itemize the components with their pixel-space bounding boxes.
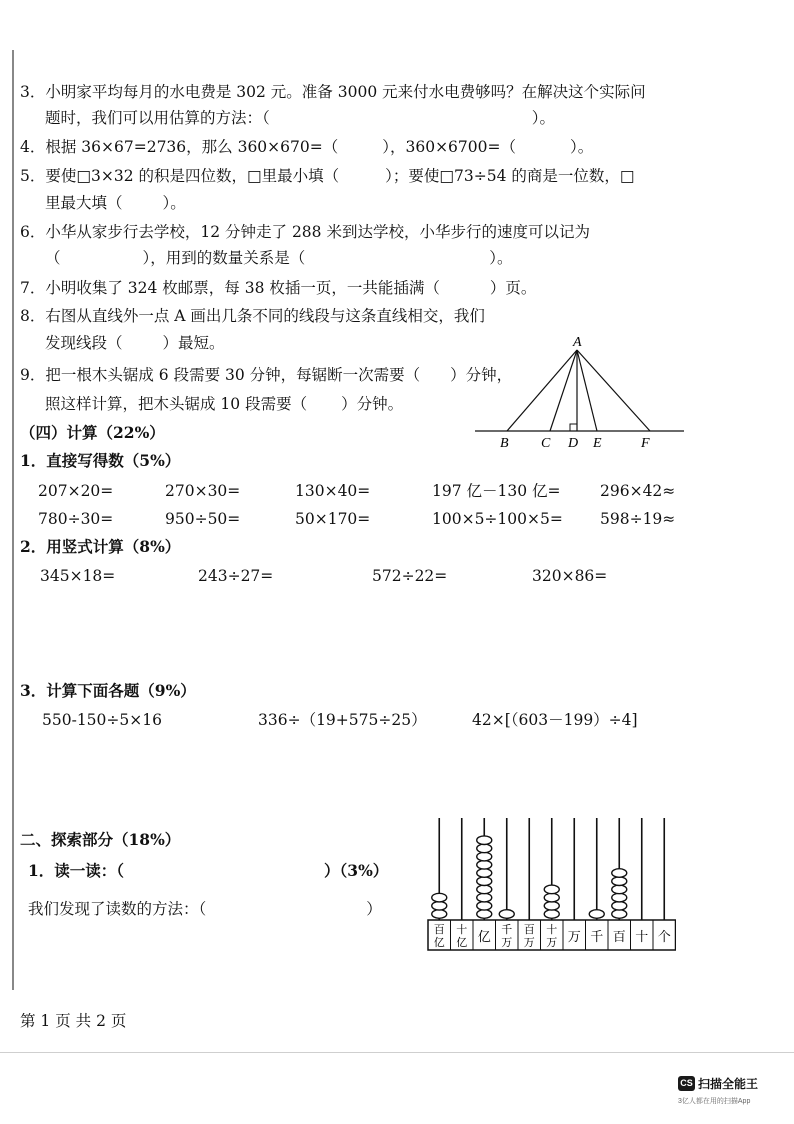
question-4-part-3: ）。 — [570, 138, 594, 156]
scanner-logo — [678, 1075, 758, 1093]
abacus-bead — [612, 877, 627, 886]
abacus-label: 万 — [523, 936, 535, 949]
abacus-label: 万 — [567, 930, 581, 945]
question-6-part-2: ），用到的数量关系是（ — [142, 249, 306, 267]
abacus-bead — [477, 877, 492, 886]
abacus-bead — [589, 910, 604, 919]
section-4-title: （四）计算（22%） — [20, 423, 165, 442]
question-3-line-1: 3．小明家平均每月的水电费是 302 元。准备 3000 元来付水电费够吗？在解决这个实际问 — [20, 83, 646, 101]
question-8-line-1: 8．右图从直线外一点 A 画出几条不同的线段与这条直线相交，我们 — [20, 307, 485, 325]
abacus-bead — [612, 869, 627, 878]
oral-calc-4: 197 亿－130 亿= — [432, 482, 561, 500]
abacus-label: 亿 — [477, 930, 491, 945]
read-method-end: ） — [366, 900, 382, 918]
oral-calc-8: 50×170= — [295, 510, 371, 528]
segment-af — [577, 350, 650, 431]
abacus-bead — [477, 852, 492, 861]
abacus-bead — [477, 902, 492, 911]
label-f: F — [641, 436, 650, 451]
vertical-calc-1: 345×18= — [40, 567, 116, 585]
scanner-logo-tagline: 3亿人都在用的扫描App — [678, 1098, 751, 1105]
question-8-part-2: ）最短。 — [162, 334, 225, 352]
question-5-part-3: 里最大填（ — [45, 194, 123, 212]
question-3-end: ）。 — [531, 109, 556, 127]
abacus-label: 亿 — [456, 936, 468, 949]
abacus-bead — [612, 885, 627, 894]
question-3-text: 题时，我们可以用估算的方法：（ — [45, 109, 270, 127]
abacus-bead — [544, 893, 559, 902]
mixed-calc-1: 550-150÷5×16 — [42, 711, 162, 729]
question-9-part-4: ）分钟。 — [341, 395, 404, 413]
abacus-bead — [544, 902, 559, 911]
scanner-logo-icon: CS — [678, 1076, 695, 1091]
perpendicular-diagram — [470, 330, 690, 455]
abacus-label: 百 — [433, 923, 445, 936]
page-number: 第 1 页 共 2 页 — [20, 1012, 127, 1030]
section-2-title: 二、探索部分（18%） — [20, 830, 181, 849]
mixed-calc-2: 336÷（19+575÷25） — [258, 711, 427, 729]
question-8-part-1: 发现线段（ — [45, 334, 123, 352]
question-5-part-2: ）；要使□73÷54 的商是一位数，□ — [385, 167, 635, 185]
oral-calc-1: 207×20= — [38, 482, 114, 500]
question-5-part-1: 5．要使□3×32 的积是四位数，□里最小填（ — [20, 167, 340, 185]
abacus-label: 万 — [501, 936, 513, 949]
abacus-label: 千 — [501, 923, 513, 936]
abacus-bead — [477, 861, 492, 870]
read-question — [28, 861, 388, 881]
question-4 — [20, 137, 593, 157]
abacus-bead — [477, 885, 492, 894]
question-7 — [20, 278, 536, 298]
abacus-label: 万 — [546, 936, 558, 949]
read-question-end: ）（3%） — [324, 861, 389, 880]
vertical-calc-4: 320×86= — [532, 567, 608, 585]
mixed-calc-3: 42×[（603－199）÷4] — [472, 711, 638, 729]
question-9-line-1 — [20, 365, 512, 385]
vertical-calc-3: 572÷22= — [372, 567, 448, 585]
abacus-bead — [612, 902, 627, 911]
segment-ae — [577, 350, 597, 431]
section-4-sub3-title: 3．计算下面各题（9%） — [20, 681, 196, 700]
abacus-label: 十 — [635, 930, 649, 945]
segment-ac — [550, 350, 577, 431]
question-9-part-3: 照这样计算，把木头锯成 10 段需要（ — [45, 395, 308, 413]
abacus-label: 百 — [523, 923, 535, 936]
question-6-part-1: （ — [45, 249, 61, 267]
question-4-part-2: ），360×6700=（ — [382, 138, 516, 156]
oral-calc-5: 296×42≈ — [600, 482, 676, 500]
oral-calc-3: 130×40= — [295, 482, 371, 500]
question-7-part-2: ）页。 — [489, 279, 537, 297]
question-7-part-1: 7．小明收集了 324 枚邮票，每 38 枚插一页，一共能插满（ — [20, 279, 440, 297]
abacus-bead — [544, 885, 559, 894]
oral-calc-2: 270×30= — [165, 482, 241, 500]
abacus-label: 百 — [612, 930, 626, 945]
question-8-line-2 — [45, 333, 225, 353]
question-6-part-3: ）。 — [489, 249, 513, 267]
abacus-label: 亿 — [433, 936, 445, 949]
abacus-bead — [544, 910, 559, 919]
abacus-label: 个 — [657, 930, 671, 945]
abacus-label: 十 — [546, 923, 558, 936]
question-9-line-2 — [45, 394, 403, 414]
read-question-text: 1．读一读：（ — [28, 861, 125, 880]
question-4-part-1: 4．根据 36×67=2736，那么 360×670=（ — [20, 138, 339, 156]
label-c: C — [541, 436, 551, 451]
abacus-bead — [477, 844, 492, 853]
question-9-part-1: 9．把一根木头锯成 6 段需要 30 分钟，每锯断一次需要（ — [20, 366, 421, 384]
read-method-text: 我们发现了读数的方法：（ — [28, 900, 207, 918]
abacus-bead — [499, 910, 514, 919]
question-6-line-1: 6．小华从家步行去学校，12 分钟走了 288 米到达学校，小华步行的速度可以记为 — [20, 223, 590, 241]
scanner-logo-name: 扫描全能王 — [698, 1077, 759, 1092]
oral-calc-9: 100×5÷100×5= — [432, 510, 563, 528]
vertical-calc-2: 243÷27= — [198, 567, 274, 585]
label-d: D — [568, 436, 579, 451]
right-angle-mark — [570, 424, 577, 431]
abacus-bead — [432, 893, 447, 902]
footer-separator — [0, 1052, 794, 1053]
question-9-part-2: ）分钟， — [450, 366, 513, 384]
read-method-question — [28, 899, 382, 919]
question-6-line-2 — [45, 248, 513, 268]
abacus-bead — [477, 869, 492, 878]
abacus-bead — [612, 893, 627, 902]
abacus-bead — [432, 910, 447, 919]
label-b: B — [500, 436, 509, 451]
abacus-label: 十 — [456, 923, 468, 936]
oral-calc-6: 780÷30= — [38, 510, 114, 528]
label-e: E — [593, 436, 602, 451]
abacus — [424, 816, 676, 952]
question-5-line-2 — [45, 193, 186, 213]
section-4-sub1-title: 1．直接写得数（5%） — [20, 451, 181, 470]
question-5-line-1 — [20, 166, 635, 186]
abacus-bead — [477, 836, 492, 845]
label-a: A — [573, 335, 582, 350]
oral-calc-10: 598÷19≈ — [600, 510, 676, 528]
abacus-label: 千 — [590, 930, 604, 945]
oral-calc-7: 950÷50= — [165, 510, 241, 528]
segment-ab — [507, 350, 577, 431]
section-4-sub2-title: 2．用竖式计算（8%） — [20, 537, 181, 556]
question-5-part-4: ）。 — [162, 194, 186, 212]
abacus-bead — [612, 910, 627, 919]
question-3-line-2 — [45, 108, 555, 128]
page-edge — [12, 50, 14, 990]
abacus-bead — [432, 902, 447, 911]
abacus-bead — [477, 893, 492, 902]
abacus-bead — [477, 910, 492, 919]
